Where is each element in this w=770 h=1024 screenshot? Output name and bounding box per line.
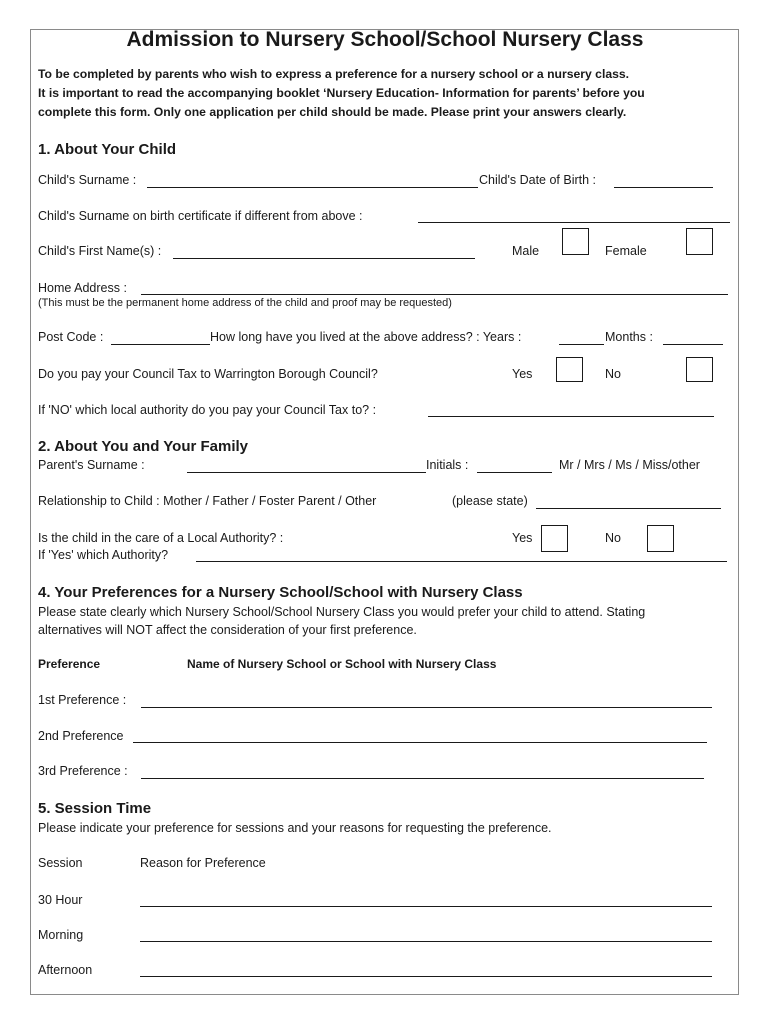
section-heading-about-child: 1. About Your Child (38, 141, 177, 158)
how-long-label: How long have you lived at the above address? : Years : (210, 330, 522, 344)
home-address-label: Home Address : (38, 281, 127, 295)
care-which-label: If 'Yes' which Authority? (38, 548, 169, 562)
care-which-field[interactable] (196, 561, 727, 562)
council-tax-no-checkbox[interactable] (686, 357, 713, 382)
intro-line-2: It is important to read the accompanying booklet ‘Nursery Education- Information for parents’ before you (38, 86, 645, 100)
school-name-column-header: Name of Nursery School or School with Nursery Class (187, 657, 497, 671)
section-heading-session-time: 5. Session Time (38, 800, 152, 817)
intro-line-3: complete this form. Only one application per child should be made. Please print your answers clearly. (38, 105, 627, 119)
council-tax-no-label: No (605, 367, 621, 381)
intro-line-1: To be completed by parents who wish to express a preference for a nursery school or a nursery class. (38, 67, 630, 81)
preference-column-header: Preference (38, 657, 101, 671)
child-surname-field[interactable] (147, 187, 478, 188)
session-afternoon-label: Afternoon (38, 963, 93, 977)
reason-column-header: Reason for Preference (140, 856, 266, 870)
birth-cert-surname-label: Child's Surname on birth certificate if different from above : (38, 209, 363, 223)
section-heading-about-family: 2. About You and Your Family (38, 438, 249, 455)
form-border (30, 29, 739, 995)
post-code-field[interactable] (111, 344, 210, 345)
pref-2-field[interactable] (133, 742, 707, 743)
pref-3-label: 3rd Preference : (38, 764, 128, 778)
pref-3-field[interactable] (141, 778, 704, 779)
which-authority-field[interactable] (428, 416, 714, 417)
relationship-other-field[interactable] (536, 508, 721, 509)
parent-surname-label: Parent's Surname : (38, 458, 145, 472)
care-question: Is the child in the care of a Local Authority? : (38, 531, 284, 545)
section-heading-preferences: 4. Your Preferences for a Nursery School/School with Nursery Class (38, 584, 523, 601)
preferences-desc-1: Please state clearly which Nursery School/School Nursery Class you would prefer your child to attend. Stating (38, 605, 646, 619)
male-label: Male (512, 244, 540, 258)
birth-cert-surname-field[interactable] (418, 222, 730, 223)
session-morning-label: Morning (38, 928, 84, 942)
which-authority-label: If 'NO' which local authority do you pay your Council Tax to? : (38, 403, 377, 417)
address-note: (This must be the permanent home address of the child and proof may be requested) (38, 297, 452, 309)
session-30-hour-label: 30 Hour (38, 893, 83, 907)
parent-surname-field[interactable] (187, 472, 426, 473)
child-dob-label: Child's Date of Birth : (479, 173, 597, 187)
session-column-header: Session (38, 856, 83, 870)
months-field[interactable] (663, 344, 723, 345)
male-checkbox[interactable] (562, 228, 589, 255)
pref-2-label: 2nd Preference (38, 729, 124, 743)
months-label: Months : (605, 330, 653, 344)
session-morning-reason-field[interactable] (140, 941, 712, 942)
female-checkbox[interactable] (686, 228, 713, 255)
titles-label: Mr / Mrs / Ms / Miss/other (559, 458, 700, 472)
pref-1-label: 1st Preference : (38, 693, 127, 707)
first-names-label: Child's First Name(s) : (38, 244, 162, 258)
pref-1-field[interactable] (141, 707, 712, 708)
care-no-label: No (605, 531, 621, 545)
initials-field[interactable] (477, 472, 552, 473)
session-afternoon-reason-field[interactable] (140, 976, 712, 977)
home-address-field[interactable] (141, 294, 728, 295)
years-field[interactable] (559, 344, 604, 345)
relationship-label: Relationship to Child : Mother / Father / Foster Parent / Other (38, 494, 377, 508)
council-tax-question: Do you pay your Council Tax to Warrington Borough Council? (38, 367, 378, 381)
care-no-checkbox[interactable] (647, 525, 674, 552)
council-tax-yes-label: Yes (512, 367, 533, 381)
initials-label: Initials : (426, 458, 469, 472)
form-title: Admission to Nursery School/School Nursery Class (126, 28, 644, 51)
child-dob-field[interactable] (614, 187, 713, 188)
first-names-field[interactable] (173, 258, 475, 259)
child-surname-label: Child's Surname : (38, 173, 137, 187)
please-state-label: (please state) (452, 494, 528, 508)
session-30-hour-reason-field[interactable] (140, 906, 712, 907)
post-code-label: Post Code : (38, 330, 104, 344)
session-desc: Please indicate your preference for sessions and your reasons for requesting the preference. (38, 821, 552, 835)
female-label: Female (605, 244, 647, 258)
care-yes-label: Yes (512, 531, 533, 545)
council-tax-yes-checkbox[interactable] (556, 357, 583, 382)
care-yes-checkbox[interactable] (541, 525, 568, 552)
preferences-desc-2: alternatives will NOT affect the consideration of your first preference. (38, 623, 417, 637)
